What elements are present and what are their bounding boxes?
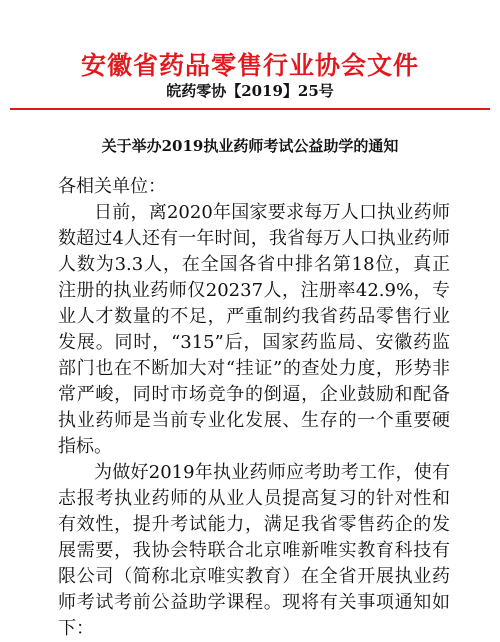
document-number: 皖药零协【2019】25号 — [166, 82, 334, 100]
header-divider — [10, 108, 490, 110]
notice-body — [58, 200, 450, 642]
notice-title: 关于举办2019执业药师考试公益助学的通知 — [101, 137, 399, 155]
document-header-title: 安徽省药品零售行业协会文件 — [80, 51, 419, 80]
salutation: 各相关单位： — [58, 176, 166, 197]
paragraph-2: 为做好2019年执业药师应考助考工作，使有志报考执业药师的从业人员提高复习的针对性和有效性，提升考试能力，满足我省零售药企的发展需要，我协会特联合北京唯新唯实教育科技有限公司（简称北京唯实教育）在全省开展执业药师考试考前公益助学课程。现将有关事项通知如下： — [58, 462, 450, 639]
paragraph-1: 日前，离2020年国家要求每万人口执业药师数超过4人还有一年时间，我省每万人口执业药师人数为3.3人，在全国各省中排名第18位，真正注册的执业药师仅20237人，注册率42.9%，专业人才数量的不足，严重制约我省药品零售行业发展。同时，“315”后，国家药监局、安徽药监部门也在不断加大对“挂证”的查处力度，形势非常严峻，同时市场竞争的倒逼，企业鼓励和配备执业药师是当前专业化发展、生存的一个重要硬指标。 — [58, 202, 450, 457]
